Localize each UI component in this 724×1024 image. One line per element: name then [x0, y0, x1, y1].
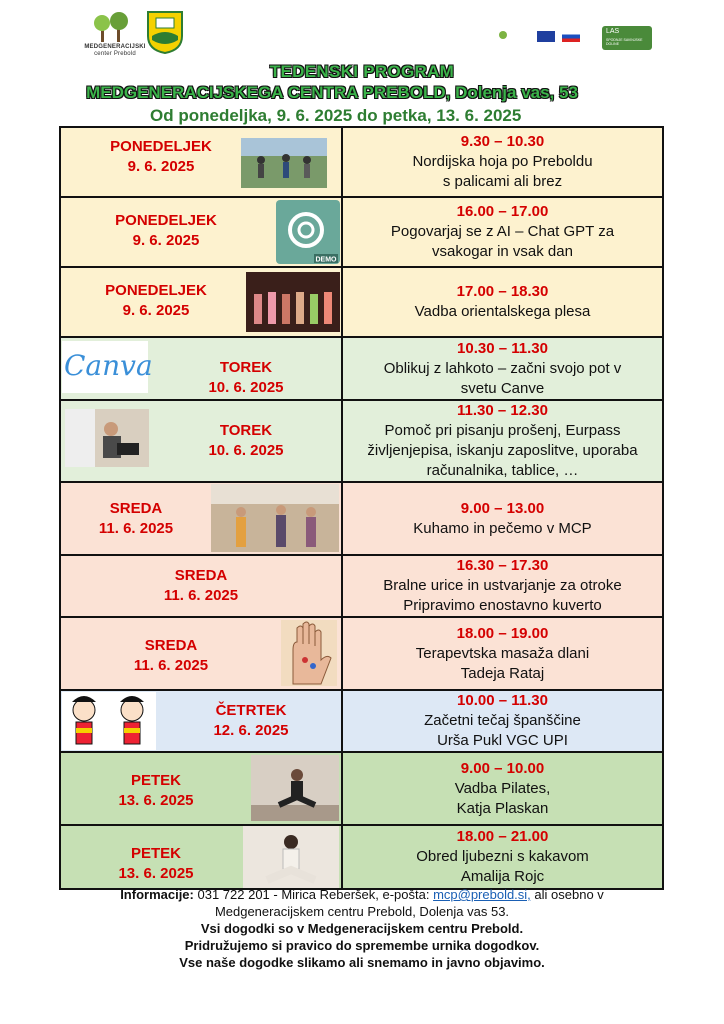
- partner-logo: [498, 30, 528, 46]
- time-label: 9.00 – 10.00: [460, 759, 545, 777]
- day-label: PETEK: [130, 772, 181, 789]
- date-label: 9. 6. 2025: [127, 158, 195, 175]
- date-label: 9. 6. 2025: [132, 232, 200, 249]
- day-label: TOREK: [219, 422, 273, 439]
- activity-cell: [342, 555, 663, 617]
- demo-label: DEMO: [315, 256, 337, 264]
- time-label: 9.30 – 10.30: [460, 133, 545, 150]
- date-label: 10. 6. 2025: [208, 442, 284, 459]
- title-line2: MEDGENERACIJSKEGA CENTRA PREBOLD, Dolenja vas, 53: [86, 83, 578, 102]
- desc-line: Pogovarjaj se z AI – Chat GPT za: [390, 223, 615, 240]
- leaf-icon: [498, 30, 508, 40]
- desc-line: Bralne urice in ustvarjanje za otroke: [383, 577, 622, 594]
- date-label: 9. 6. 2025: [122, 302, 190, 319]
- time-label: 10.00 – 11.30: [457, 692, 548, 709]
- canva-text: Canva: [64, 349, 153, 382]
- activity-cell: [342, 337, 663, 400]
- footer-line3: Vsi dogodki so v Medgeneracijskem centru Prebold.: [200, 921, 524, 936]
- desc-line: Pomoč pri pisanju prošenj, Eurpass: [384, 422, 621, 439]
- laptop-work-photo: [65, 409, 149, 467]
- date-label: 10. 6. 2025: [208, 379, 284, 396]
- date-label: 13. 6. 2025: [118, 865, 194, 882]
- time-label: 17.00 – 18.30: [456, 283, 549, 300]
- activity-cell: [342, 752, 663, 825]
- footer-info: [60, 886, 664, 971]
- desc-line: Vadba Pilates,: [454, 779, 551, 797]
- dance-photo: [246, 272, 340, 332]
- day-label: PONEDELJEK: [115, 212, 217, 229]
- table-row: [60, 617, 663, 690]
- day-cell: [60, 127, 342, 197]
- day-label: TOREK: [219, 359, 273, 376]
- footer-line5: Vse naše dogodke slikamo ali snemamo in javno objavimo.: [179, 955, 545, 970]
- desc-line: Začetni tečaj španščine: [424, 712, 581, 729]
- day-label: SREDA: [144, 637, 198, 654]
- spanish-cartoon-icon: [62, 692, 156, 750]
- desc-line: vsakogar in vsak dan: [432, 243, 573, 260]
- day-cell: [60, 482, 342, 555]
- org-logo-text: [80, 44, 150, 58]
- day-cell: [60, 197, 342, 267]
- desc-line: računalnika, tablice, …: [426, 462, 579, 479]
- activity-cell: [342, 400, 663, 482]
- cacao-ceremony-photo: [243, 826, 339, 888]
- desc-line: življenjepisa, iskanju zaposlitve, uporaba: [367, 442, 638, 459]
- las-logo: [602, 26, 652, 50]
- desc-line: Nordijska hoja po Preboldu: [412, 153, 593, 170]
- table-row: [60, 825, 663, 889]
- day-label: PONEDELJEK: [105, 282, 207, 299]
- desc-line: Obred ljubezni s kakavom: [416, 848, 589, 865]
- date-label: 11. 6. 2025: [163, 587, 239, 604]
- desc-line: Urša Pukl VGC UPI: [437, 732, 568, 749]
- table-row: [60, 197, 663, 267]
- day-cell: [60, 337, 342, 400]
- tree-logo-icon: [92, 10, 132, 44]
- desc-line: Katja Plaskan: [456, 799, 549, 817]
- desc-line: Amalija Rojc: [460, 868, 545, 885]
- pilates-photo: [251, 755, 339, 821]
- day-label: PONEDELJEK: [110, 138, 212, 155]
- org-name: MEDGENERACIJSKI: [84, 44, 146, 50]
- activity-cell: [342, 482, 663, 555]
- municipality-crest-icon: [146, 10, 184, 54]
- day-cell: [60, 617, 342, 690]
- desc-line: Tadeja Rataj: [460, 664, 545, 682]
- title-line1: TEDENSKI PROGRAM: [269, 62, 455, 81]
- day-label: SREDA: [109, 500, 163, 517]
- day-label: PETEK: [130, 845, 181, 862]
- date-label: 12. 6. 2025: [213, 722, 289, 739]
- day-cell: [60, 690, 342, 752]
- day-label: SREDA: [174, 567, 228, 584]
- activity-cell: [342, 197, 663, 267]
- email-link[interactable]: mcp@prebold.si,: [433, 887, 531, 902]
- org-sub: center Prebold: [94, 51, 136, 57]
- time-label: 16.30 – 17.30: [456, 557, 549, 574]
- cooking-photo: [211, 484, 339, 552]
- day-cell: [60, 400, 342, 482]
- table-row: [60, 337, 663, 400]
- desc-line: svetu Canve: [460, 379, 545, 397]
- date-label: 13. 6. 2025: [118, 792, 194, 809]
- footer-line4: Pridružujemo si pravico do spremembe urnika dogodkov.: [184, 938, 540, 953]
- time-label: 9.00 – 13.00: [460, 499, 545, 517]
- table-row: [60, 267, 663, 337]
- desc-line: s palicami ali brez: [442, 173, 563, 190]
- day-cell: [60, 267, 342, 337]
- desc-line: Kuhamo in pečemo v MCP: [413, 519, 592, 537]
- footer-line2: Medgeneracijskem centru Prebold, Dolenja vas 53.: [214, 904, 510, 919]
- activity-cell: [342, 127, 663, 197]
- desc-line: Oblikuj z lahkoto – začni svojo pot v: [383, 359, 622, 377]
- table-row: [60, 400, 663, 482]
- subtitle: Od ponedeljka, 9. 6. 2025 do petka, 13. 6. 2025: [150, 106, 522, 125]
- las-sub: SPODNJE SAVINJSKE DOLINE: [606, 38, 643, 46]
- info-tail: ali osebno v: [530, 887, 604, 902]
- day-cell: [60, 825, 342, 889]
- info-text: 031 722 201 - Mirica Reberšek, e-pošta:: [193, 887, 434, 902]
- eu-flag-icon: [537, 31, 555, 42]
- hand-massage-icon: [281, 620, 337, 686]
- desc-line: Pripravimo enostavno kuverto: [403, 597, 602, 614]
- date-label: 11. 6. 2025: [98, 520, 174, 537]
- nordic-walking-photo: [241, 138, 327, 188]
- table-row: [60, 752, 663, 825]
- info-label: Informacije:: [120, 887, 194, 902]
- day-cell: [60, 752, 342, 825]
- canva-logo: [62, 341, 153, 393]
- time-label: 11.30 – 12.30: [457, 402, 548, 419]
- activity-cell: [342, 617, 663, 690]
- table-row: [60, 127, 663, 197]
- activity-cell: [342, 690, 663, 752]
- table-row: [60, 555, 663, 617]
- table-row: [60, 482, 663, 555]
- slovenia-flag-icon: [562, 31, 580, 42]
- chatgpt-logo-icon: [276, 200, 340, 264]
- time-label: 16.00 – 17.00: [456, 203, 549, 220]
- las-label: LAS: [606, 28, 620, 35]
- desc-line: Terapevtska masaža dlani: [415, 644, 590, 662]
- table-row: [60, 690, 663, 752]
- activity-cell: [342, 267, 663, 337]
- day-label: ČETRTEK: [215, 702, 287, 719]
- time-label: 18.00 – 19.00: [456, 624, 549, 642]
- time-label: 18.00 – 21.00: [456, 828, 549, 845]
- date-label: 11. 6. 2025: [133, 657, 209, 674]
- activity-cell: [342, 825, 663, 889]
- desc-line: Vadba orientalskega plesa: [414, 303, 591, 320]
- program-table: [59, 126, 664, 890]
- day-cell: [60, 555, 342, 617]
- time-label: 10.30 – 11.30: [457, 339, 548, 357]
